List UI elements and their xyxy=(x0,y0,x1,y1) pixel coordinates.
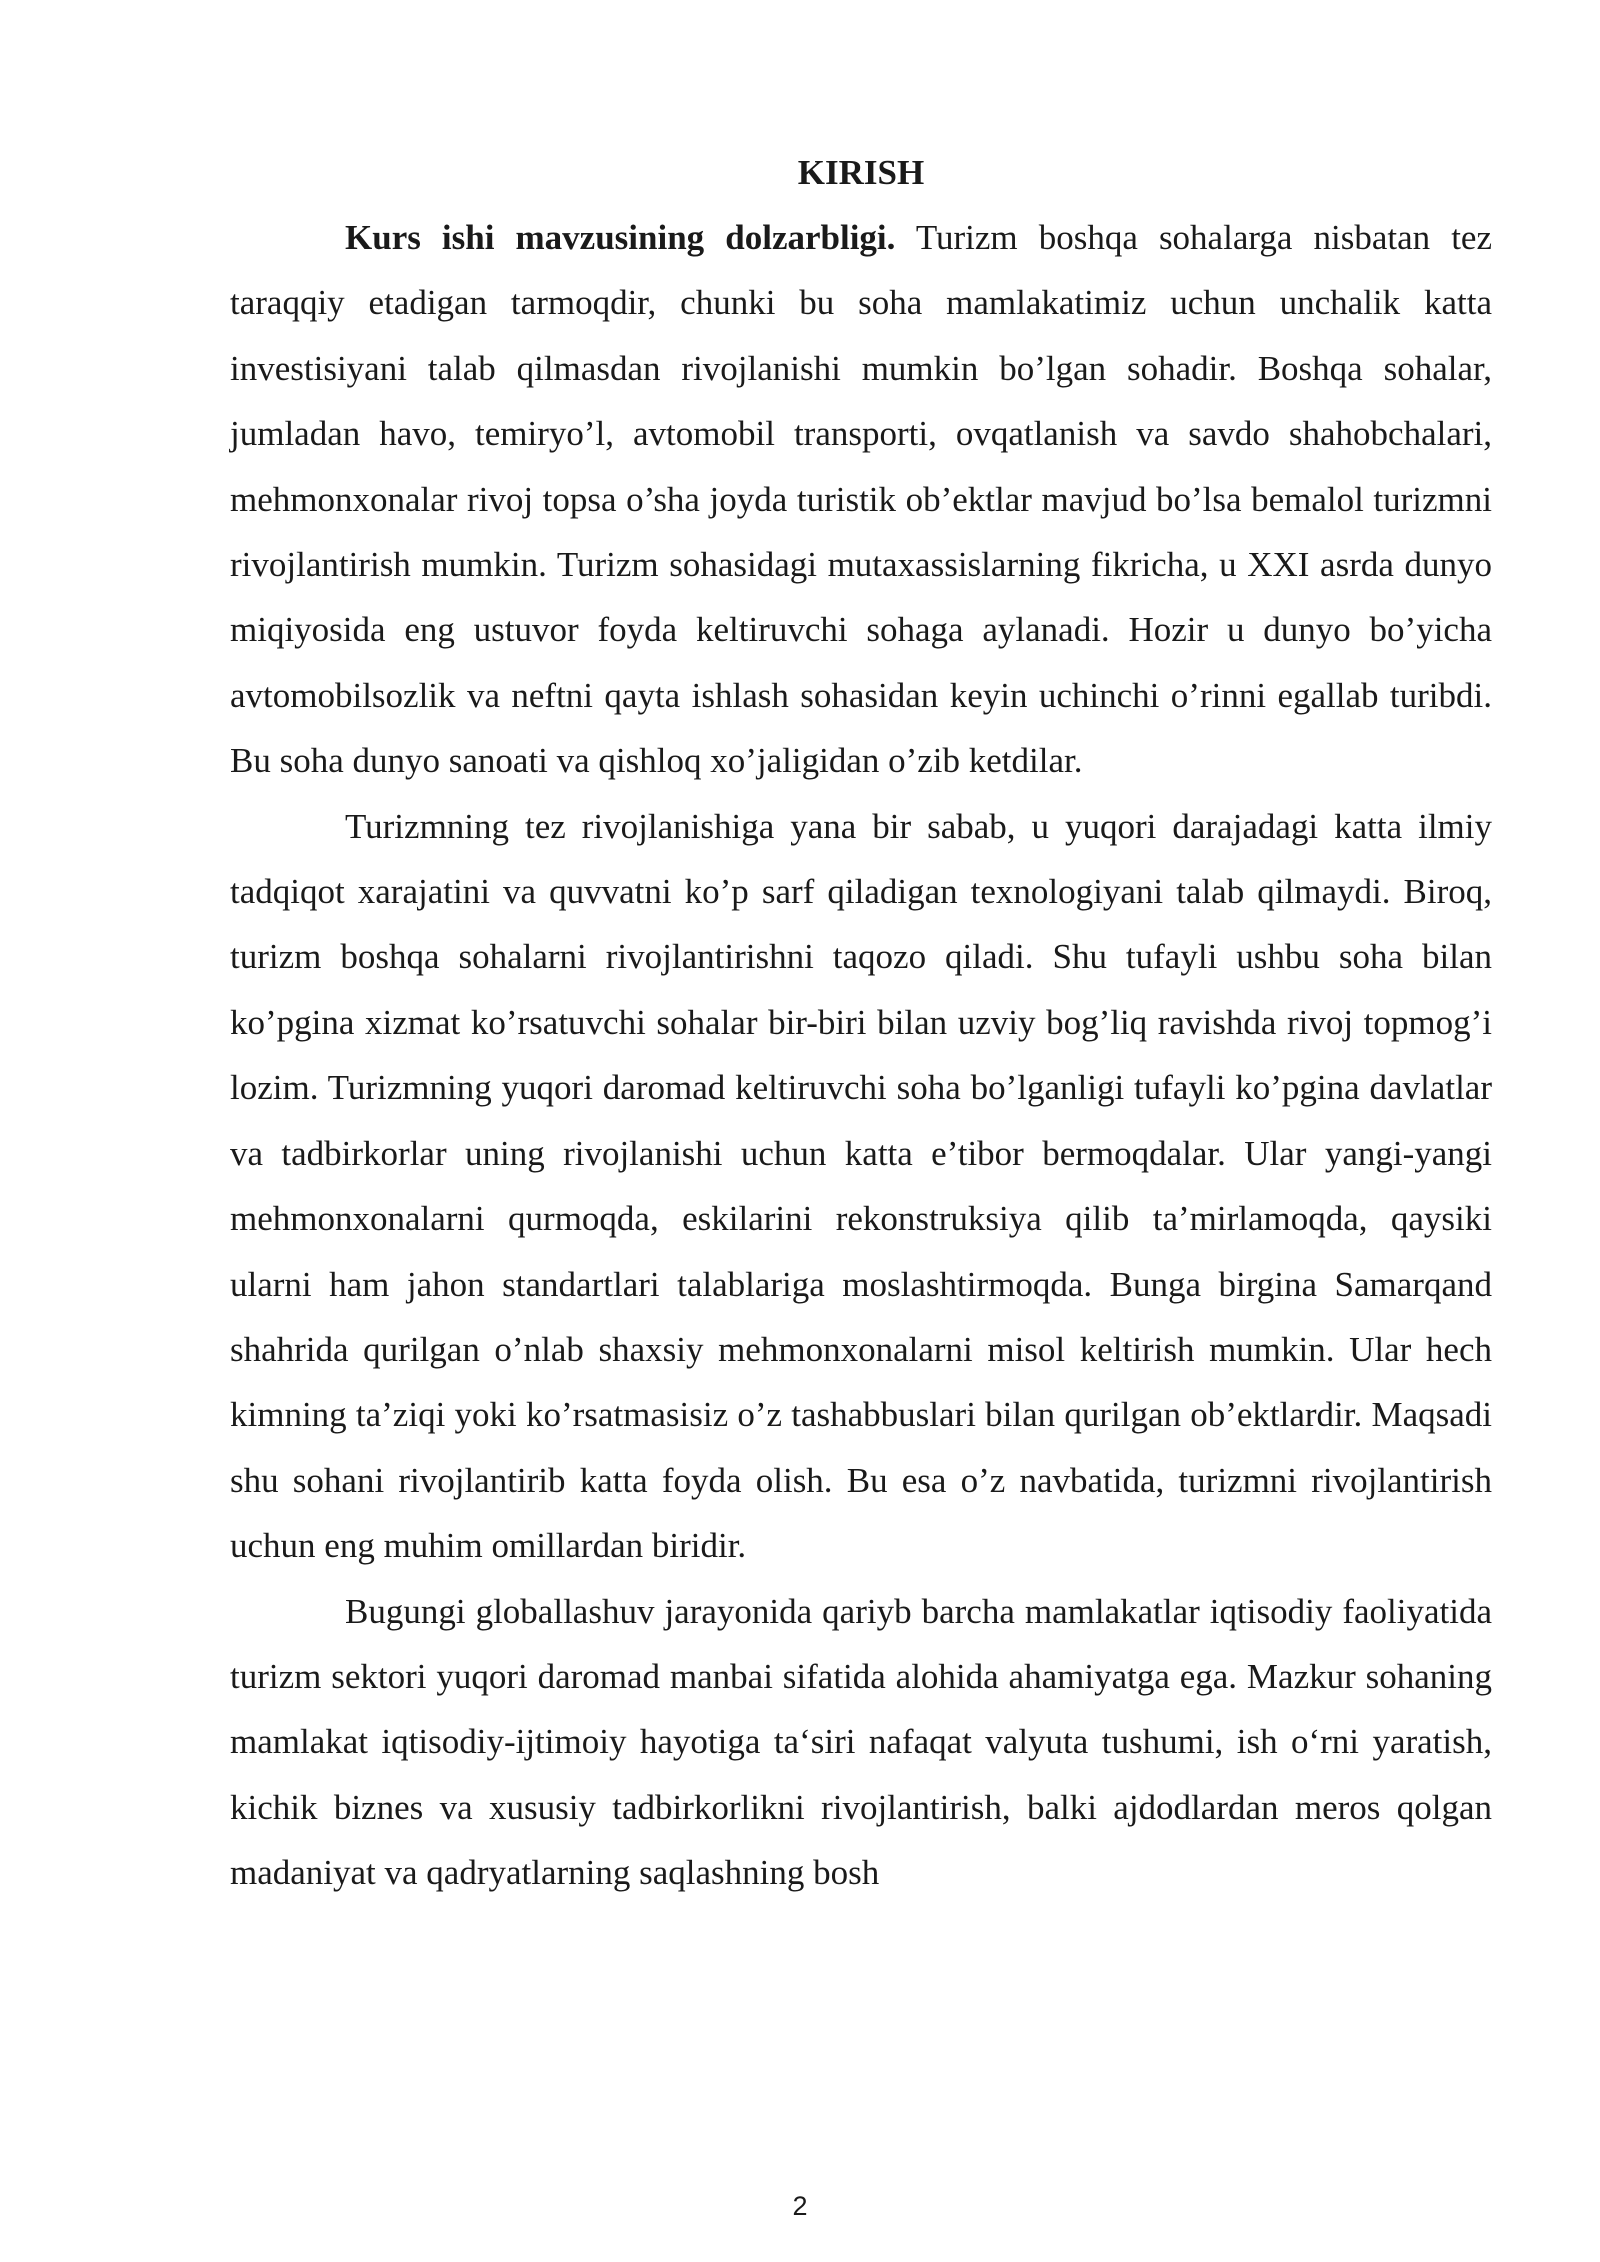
paragraph-development-reasons xyxy=(230,794,1492,1579)
paragraph-text: Bugungi globallashuv jarayonida qariyb barcha mamlakatlar iqtisodiy faoliyatida turizm sektori yuqori daromad manbai sifatida alohida ahamiyatga ega. Mazkur sohaning mamlakat iqtisodiy-ijtimoiy hayotiga ta‘siri nafaqat valyuta tushumi, ish o‘rni yaratish, kichik biznes va xususiy tadbirkorlikni rivojlantirish, balki ajdodlardan meros qolgan madaniyat va qadryatlarning saqlashning bosh xyxy=(230,1591,1492,1893)
document-body xyxy=(230,140,1492,1906)
paragraph-lead: Kurs ishi mavzusining dolzarbligi. xyxy=(345,218,896,257)
paragraph-relevance xyxy=(230,205,1492,794)
section-heading: KIRISH xyxy=(797,153,925,192)
paragraph-globalization xyxy=(230,1579,1492,1906)
paragraph-text: Turizmning tez rivojlanishiga yana bir sabab, u yuqori darajadagi katta ilmiy tadqiqot xarajatini va quvvatni ko’p sarf qiladigan texnologiyani talab qilmaydi. Biroq, turizm boshqa sohalarni rivojlantirishni taqozo qiladi. Shu tufayli ushbu soha bilan ko’pgina xizmat ko’rsatuvchi sohalar bir-biri bilan uzviy bog’liq ravishda rivoj topmog’i lozim. Turizmning yuqori daromad keltiruvchi soha bo’lganligi tufayli ko’pgina davlatlar va tadbirkorlar uning rivojlanishi uchun katta e’tibor bermoqdalar. Ular yangi-yangi mehmonxonalarni qurmoqda, eskilarini rekonstruksiya qilib ta’mirlamoqda, qaysiki ularni ham jahon standartlari talablariga moslashtirmoqda. Bunga birgina Samarqand shahrida qurilgan o’nlab shaxsiy mehmonxonalarni misol keltirish mumkin. Ular hech kimning ta’ziqi yoki ko’rsatmasisiz o’z tashabbuslari bilan qurilgan ob’ektlardir. Maqsadi shu sohani rivojlantirib katta foyda olish. Bu esa o’z navbatida, turizmni rivojlantirish uchun eng muhim omillardan biridir. xyxy=(230,806,1492,1566)
paragraph-text: Turizm boshqa sohalarga nisbatan tez taraqqiy etadigan tarmoqdir, chunki bu soha mamlakatimiz uchun unchalik katta investisiyani talab qilmasdan rivojlanishi mumkin bo’lgan sohadir. Boshqa sohalar, jumladan havo, temiryo’l, avtomobil transporti, ovqatlanish va savdo shahobchalari, mehmonxonalar rivoj topsa o’sha joyda turistik ob’ektlar mavjud bo’lsa bemalol turizmni rivojlantirish mumkin. Turizm sohasidagi mutaxassislarning fikricha, u XXI asrda dunyo miqiyosida eng ustuvor foyda keltiruvchi sohaga aylanadi. Hozir u dunyo bo’yicha avtomobilsozlik va neftni qayta ishlash sohasidan keyin uchinchi o’rinni egallab turibdi. Bu soha dunyo sanoati va qishloq xo’jaligidan o’zib ketdilar. xyxy=(230,218,1492,781)
page-number: 2 xyxy=(792,2191,808,2221)
